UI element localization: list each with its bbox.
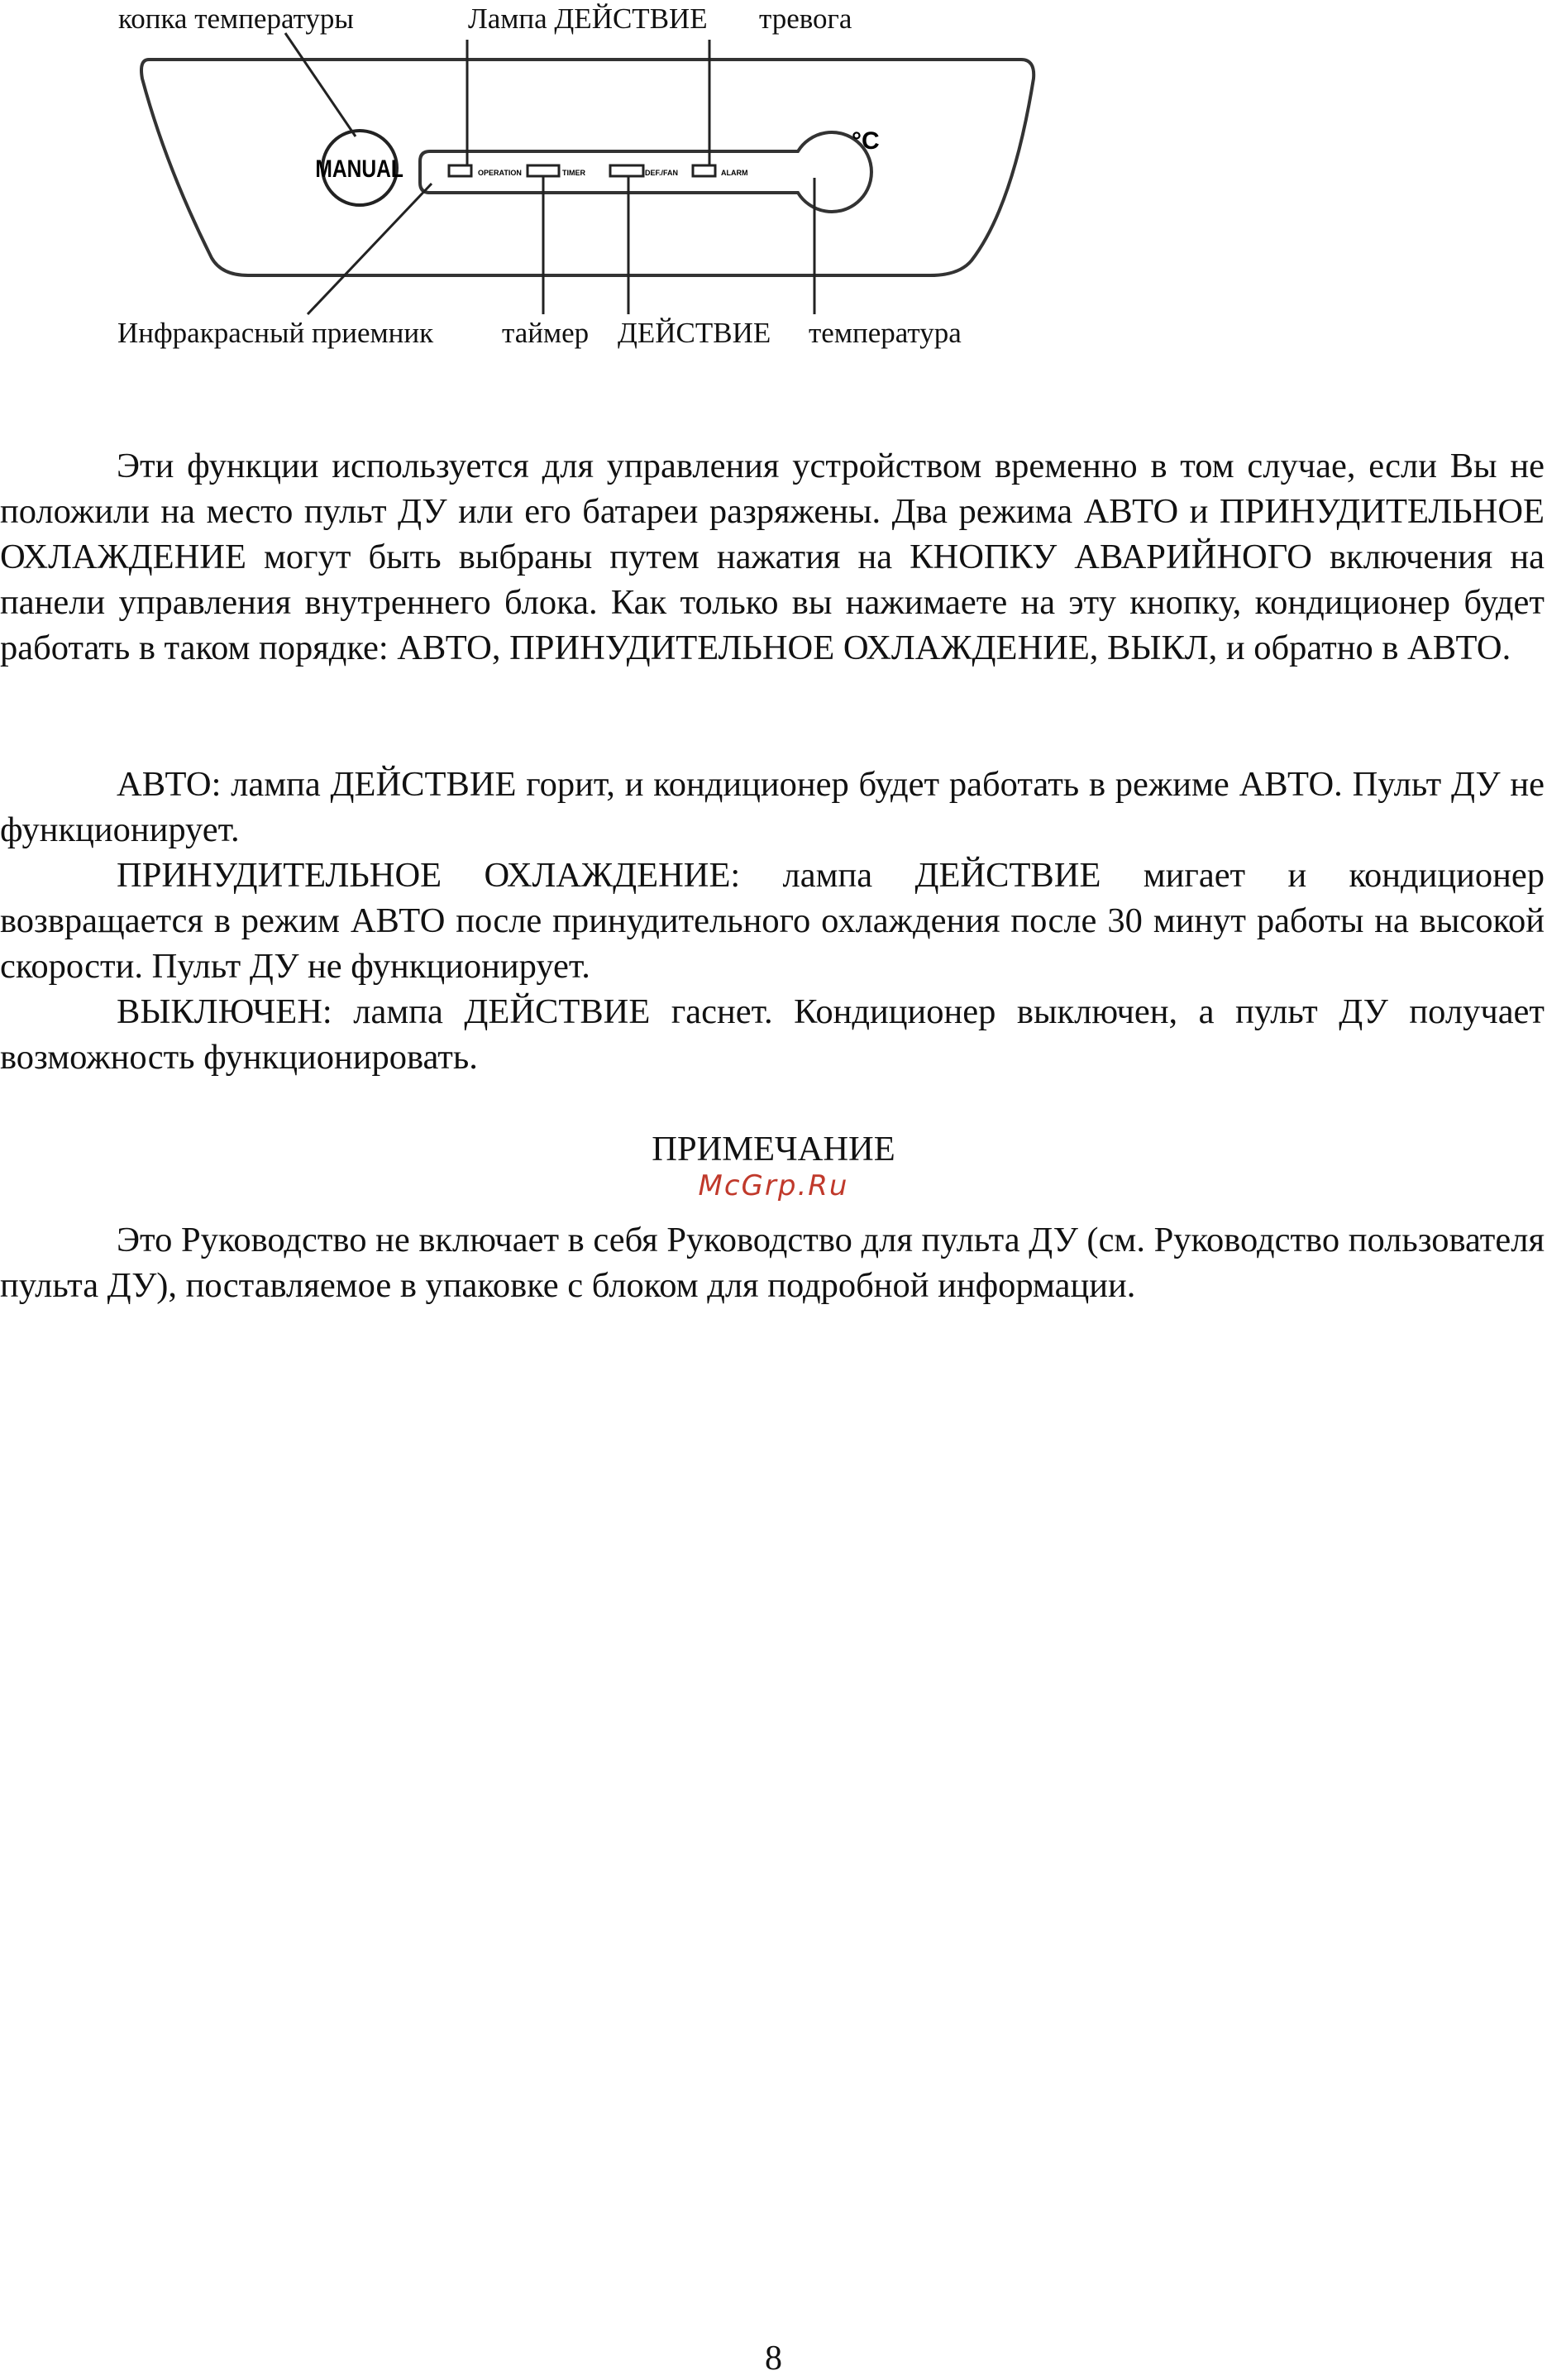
label-temperature: температура [809,317,962,349]
label-operation-lamp: Лампа ДЕЙСТВИЕ [468,2,708,35]
led-timer-icon [528,165,559,176]
celsius-label: °C [852,127,880,155]
label-temp-button: копка температуры [118,2,354,35]
leader-temp-button [285,33,356,136]
paragraph-note: Это Руководство не включает в себя Руководство для пульта ДУ (см. Руководство пользователя пульта ДУ), поставляемое в упаковке с блоком для подробной информации. [0,1221,1545,1305]
control-panel-diagram [0,0,1547,430]
manual-button-label: MANUAL [315,154,403,183]
paragraph-auto: АВТО: лампа ДЕЙСТВИЕ горит, и кондиционер будет работать в режиме АВТО. Пульт ДУ не функционирует. [0,765,1545,849]
note-title: ПРИМЕЧАНИЕ [652,1130,895,1168]
led-timer-label: TIMER [562,169,585,177]
led-alarm-icon [693,165,715,176]
led-defrun-icon [610,165,643,176]
label-action: ДЕЙСТВИЕ [618,317,771,349]
label-ir-receiver: Инфракрасный приемник [117,317,434,349]
led-operation-label: OPERATION [478,169,522,177]
led-defrun-label: DEF./FAN [645,169,679,177]
label-timer: таймер [502,317,590,349]
paragraph-off: ВЫКЛЮЧЕН: лампа ДЕЙСТВИЕ гаснет. Кондиционер выключен, а пульт ДУ получает возможность функционировать. [0,992,1545,1077]
page-number: 8 [765,2339,782,2378]
led-alarm-label: ALARM [721,169,748,177]
paragraph-intro: Эти функции используется для управления устройством временно в том случае, если Вы не положили на место пульт ДУ или его батареи разряжены. Два режима АВТО и ПРИНУДИТЕЛЬНОЕ ОХЛАЖДЕНИЕ могут быть выбраны путем нажатия на КНОПКУ АВАРИЙНОГО включения на панели управления внутреннего блока. Как только вы нажимаете на эту кнопку, кондиционер будет работать в таком порядке: АВТО, ПРИНУДИТЕЛЬНОЕ ОХЛАЖДЕНИЕ, ВЫКЛ, и обратно в АВТО. [0,447,1545,667]
led-operation-icon [449,165,471,176]
paragraph-forced-cooling: ПРИНУДИТЕЛЬНОЕ ОХЛАЖДЕНИЕ: лампа ДЕЙСТВИЕ мигает и кондиционер возвращается в режим АВТО после принудительного охлаждения после 30 минут работы на высокой скорости. Пульт ДУ не функционирует. [0,856,1545,986]
label-alarm: тревога [759,2,852,35]
panel-outline [141,60,1034,275]
watermark: McGrp.Ru [698,1169,849,1202]
